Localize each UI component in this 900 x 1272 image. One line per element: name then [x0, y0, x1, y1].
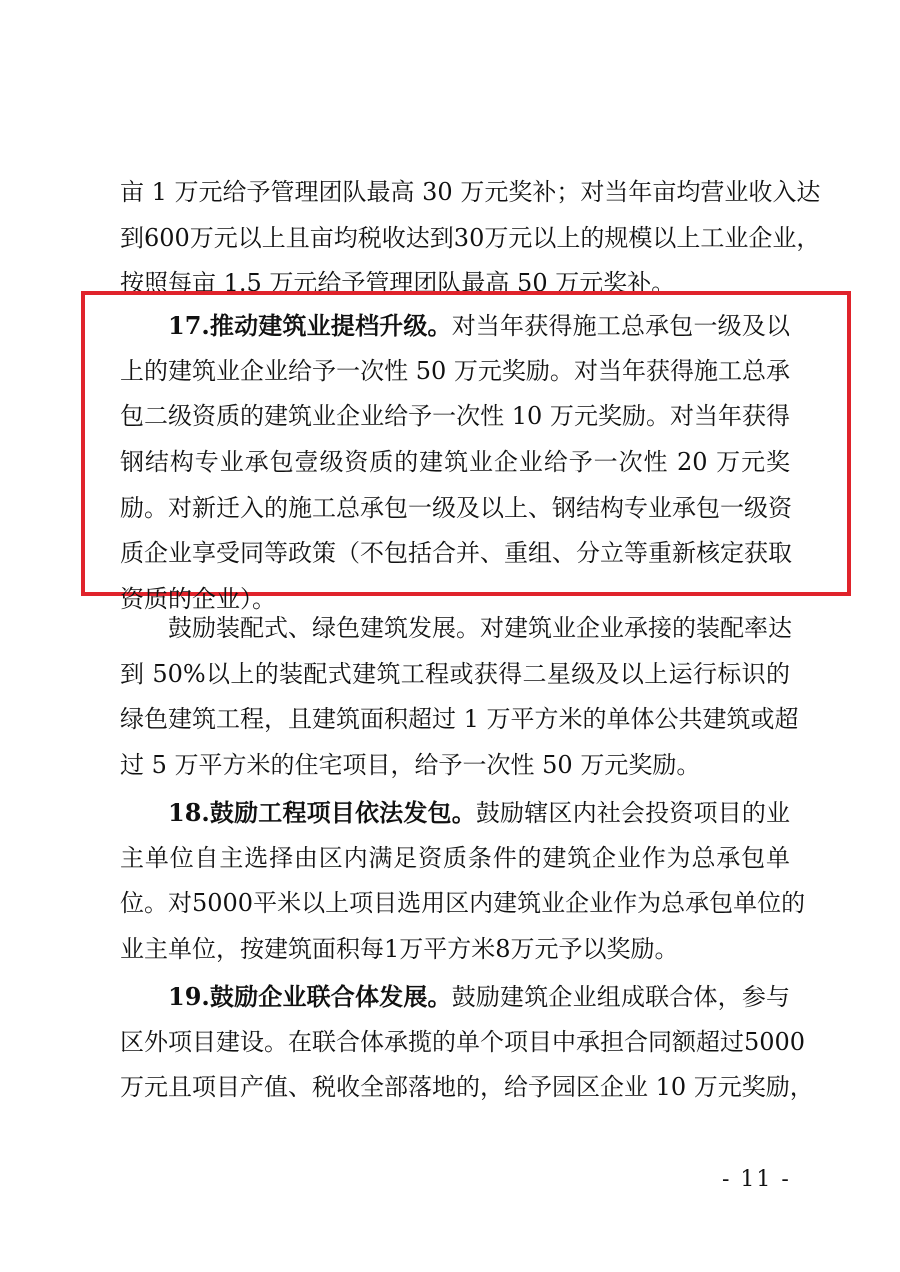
intro-line-3: 按照每亩 1.5 万元给予管理团队最高 50 万元奖补。 — [120, 269, 676, 298]
intro-line-2: 到600万元以上且亩均税收达到30万元以上的规模以上工业企业， — [120, 223, 821, 252]
section-17-line-5: 励。对新迁入的施工总承包一级及以上、钢结构专业承包一级资 — [120, 493, 792, 522]
section-18-line-1 — [120, 790, 790, 836]
section-19-first-line-text: 鼓励建筑企业组成联合体，参与 — [451, 983, 790, 1011]
section-17-paragraph — [120, 303, 790, 623]
green-line-3: 绿色建筑工程，且建筑面积超过 1 万平方米的单体公共建筑或超 — [120, 705, 799, 734]
section-17-heading: 17.推动建筑业提档升级。 — [168, 311, 452, 340]
section-18-first-line-text: 鼓励辖区内社会投资项目的业 — [475, 799, 790, 827]
section-18-heading: 18.鼓励工程项目依法发包。 — [168, 798, 476, 827]
section-17-line-3: 包二级资质的建筑业企业给予一次性 10 万元奖励。对当年获得 — [120, 402, 790, 431]
green-building-paragraph — [120, 606, 799, 789]
section-19-line-3: 万元且项目产值、税收全部落地的，给予园区企业 10 万元奖励， — [120, 1073, 814, 1102]
section-17-line-7: 资质的企业）。 — [120, 585, 276, 614]
green-line-2: 到 50%以上的装配式建筑工程或获得二星级及以上运行标识的 — [120, 659, 790, 688]
section-19-line-2: 区外项目建设。在联合体承揽的单个项目中承担合同额超过5000 — [120, 1027, 806, 1056]
page-number: - 11 - — [722, 1167, 791, 1192]
intro-paragraph — [120, 170, 821, 307]
section-17-line-2: 上的建筑业企业给予一次性 50 万元奖励。对当年获得施工总承 — [120, 356, 790, 385]
section-17-line-1 — [120, 303, 790, 349]
section-18-line-3: 位。对5000平米以上项目选用区内建筑业企业作为总承包单位的 — [120, 889, 806, 918]
section-18-line-4: 业主单位，按建筑面积每1万平方米8万元予以奖励。 — [120, 935, 679, 964]
green-line-4: 过 5 万平方米的住宅项目，给予一次性 50 万元奖励。 — [120, 751, 701, 780]
section-18-line-2: 主单位自主选择由区内满足资质条件的建筑企业作为总承包单 — [120, 843, 790, 872]
green-line-1: 鼓励装配式、绿色建筑发展。对建筑业企业承接的装配率达 — [168, 614, 792, 642]
section-17-line-4: 钢结构专业承包壹级资质的建筑业企业给予一次性 20 万元奖 — [120, 448, 790, 477]
section-19-paragraph — [120, 974, 814, 1111]
intro-line-1: 亩 1 万元给予管理团队最高 30 万元奖补；对当年亩均营业收入达 — [120, 178, 821, 206]
section-19-heading: 19.鼓励企业联合体发展。 — [168, 982, 452, 1011]
section-18-paragraph — [120, 790, 806, 973]
section-17-line-6: 质企业享受同等政策（不包括合并、重组、分立等重新核定获取 — [120, 539, 792, 568]
section-19-line-1 — [120, 974, 790, 1020]
section-17-first-line-text: 对当年获得施工总承包一级及以 — [451, 312, 790, 340]
